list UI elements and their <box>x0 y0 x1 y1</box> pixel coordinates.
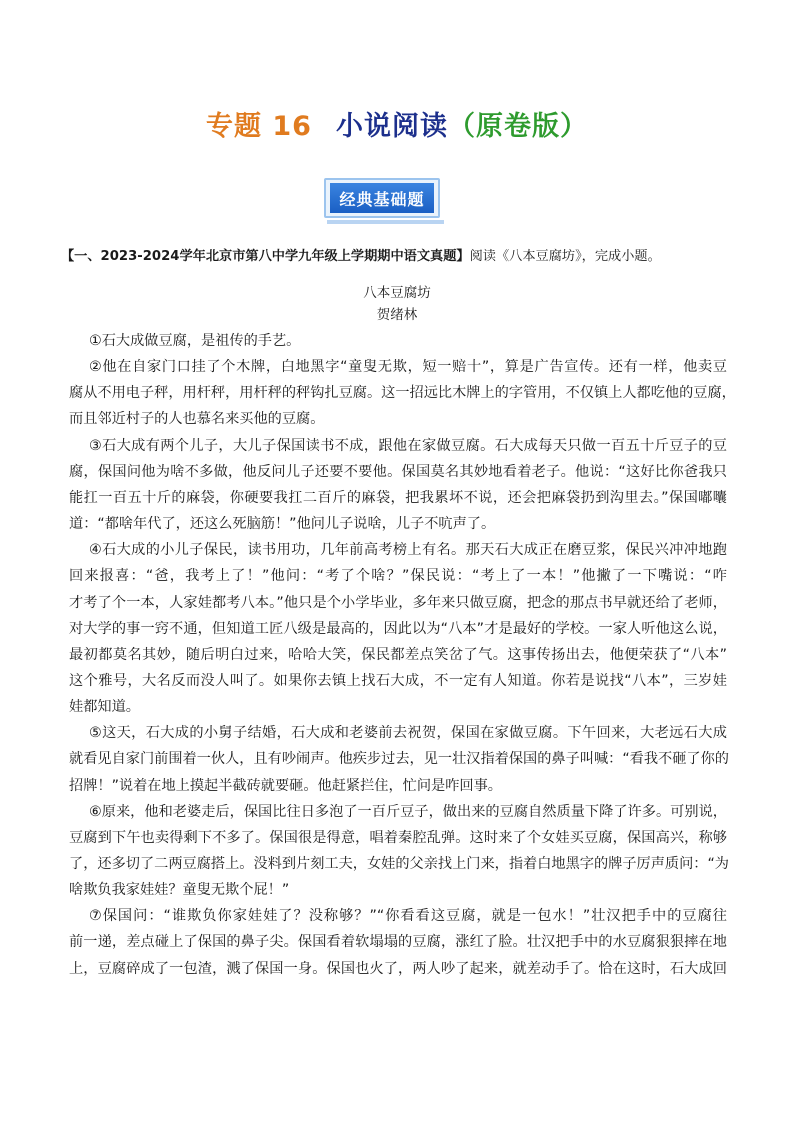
story-line: 了，还多切了二两豆腐搭上。没料到片刻工夫，女娃的父亲找上门来，指着白地黑字的牌子厉声质问：“为 <box>69 856 729 872</box>
story-line: 回来报喜：“爸，我考上了！”他问：“考了个啥？”保民说：“考上了一本！”他撇了一下嘴说：“咋 <box>69 568 727 585</box>
section-badge <box>324 178 440 218</box>
story-line: 对大学的事一窍不通，但知道工匠八级是最高的，因此以为“八本”才是最好的学校。一家人听他这么说， <box>69 620 727 637</box>
story-line: ③石大成有两个儿子，大儿子保国读书不成，跟他在家做豆腐。石大成每天只做一百五十斤豆子的豆 <box>89 437 727 454</box>
story-line: ②他在自家门口挂了个木牌，白地黑字“童叟无欺，短一赔十”，算是广告宣传。还有一样，他卖豆 <box>89 359 727 376</box>
story-line: ④石大成的小儿子保民，读书用功，几年前高考榜上有名。那天石大成正在磨豆浆，保民兴冲冲地跑 <box>89 542 727 559</box>
story-line: ⑥原来，他和老婆走后，保国比往日多泡了一百斤豆子，做出来的豆腐自然质量下降了许多。可别说， <box>89 803 727 820</box>
story-line: 招牌！”说着在地上摸起半截砖就要砸。他赶紧拦住，忙问是咋回事。 <box>69 777 502 794</box>
title-topic-name: 小说阅读 <box>335 111 448 142</box>
title-edition: （原卷版） <box>447 111 588 142</box>
story-line: 而且邻近村子的人也慕名来买他的豆腐。 <box>69 411 325 428</box>
question-intro <box>61 247 761 267</box>
story-line: 前一递，差点碰上了保国的鼻子尖。保国看着软塌塌的豆腐，涨红了脸。壮汉把手中的水豆腐狠狠摔在地 <box>69 934 727 951</box>
title-topic-number: 专题 16 <box>206 111 312 142</box>
story-line: 腐，保国问他为啥不多做，他反问儿子还要不要他。保国莫名其妙地看着老子。他说：“这好比你爸我只 <box>69 463 727 480</box>
question-source: 【一、2023-2024学年北京市第八中学九年级上学期期中语文真题】 <box>61 249 470 264</box>
story-line: 娃都知道。 <box>69 699 140 716</box>
story-line: 上，豆腐碎成了一包渣，溅了保国一身。保国也火了，两人吵了起来，就差动手了。恰在这时，石大成回 <box>69 960 727 977</box>
story-title: 八本豆腐坊 <box>363 285 431 301</box>
page-title <box>0 104 794 143</box>
story-line: ①石大成做豆腐，是祖传的手艺。 <box>89 333 301 349</box>
story-line: 才考了个一本，人家娃都考八本。”他只是个小学毕业，多年来只做豆腐，把念的那点书早就还给了老师， <box>69 594 727 611</box>
story-author: 贺绪林 <box>376 307 418 323</box>
story-line: ⑦保国问：“谁欺负你家娃娃了？没称够？”“你看看这豆腐，就是一包水！”壮汉把手中的豆腐往 <box>89 908 727 925</box>
badge-shadow <box>327 220 444 224</box>
story-line: 腐从不用电子秤，用杆秤，用杆秤的秤钩扎豆腐。这一招远比木牌上的字管用，不仅镇上人都吃他的豆腐， <box>69 385 736 402</box>
story-line: 最初都莫名其妙，随后明白过来，哈哈大笑，保民都差点笑岔了气。这事传扬出去，他便荣获了“八本” <box>69 646 727 663</box>
question-instruction: 阅读《八本豆腐坊》，完成小题。 <box>469 249 661 264</box>
badge-label: 经典基础题 <box>330 183 434 213</box>
story-line: ⑤这天，石大成的小舅子结婚，石大成和老婆前去祝贺，保国在家做豆腐。下午回来，大老远石大成 <box>89 725 727 742</box>
story-line: 豆腐到下午也卖得剩下不多了。保国很是得意，唱着秦腔乱弹。这时来了个女娃买豆腐，保国高兴，称够 <box>69 829 727 846</box>
story-line: 啥欺负我家娃娃？童叟无欺个屁！” <box>69 882 290 899</box>
story-line: 就看见自家门前围着一伙人，且有吵闹声。他疾步过去，见一壮汉指着保国的鼻子叫喊：“看我不砸了你的 <box>69 751 729 768</box>
story-line: 能扛一百五十斤的麻袋，你硬要我扛二百斤的麻袋，把我累坏不说，还会把麻袋扔到沟里去。”保国嘟囔 <box>69 489 727 506</box>
story-line: 这个雅号，大名反而没人叫了。如果你去镇上找石大成，不一定有人知道。你若是说找“八本”，三岁娃 <box>69 673 727 689</box>
story-line: 道：“都啥年代了，还这么死脑筋！”他问儿子说啥，儿子不吭声了。 <box>69 516 496 532</box>
